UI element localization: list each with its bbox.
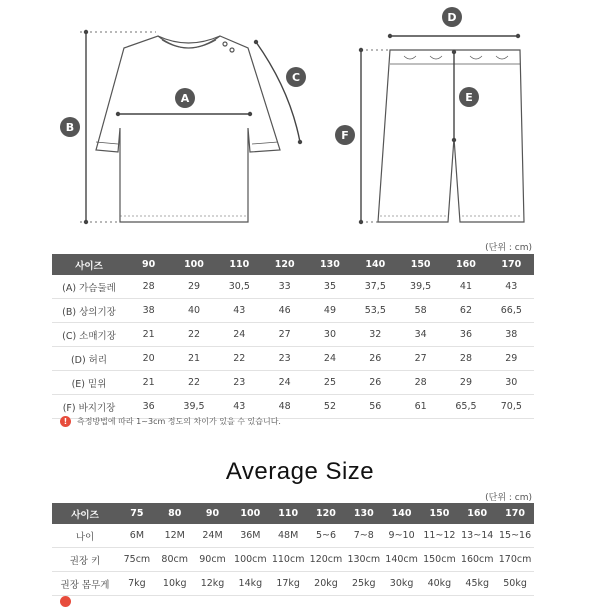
row-label: (C) 소매기장 (52, 323, 126, 347)
table-cell: 39,5 (398, 275, 443, 299)
table-cell: 110cm (269, 548, 307, 572)
table-cell: 45kg (458, 572, 496, 596)
svg-text:D: D (447, 11, 457, 24)
header-size-90: 90 (194, 503, 232, 524)
table-cell: 43 (217, 395, 262, 419)
table-cell: 36M (231, 524, 269, 548)
table-cell: 75cm (118, 548, 156, 572)
table-cell: 6M (118, 524, 156, 548)
table-cell: 36 (443, 323, 488, 347)
table-row (52, 371, 534, 395)
table-cell: 25 (307, 371, 352, 395)
table-cell: 27 (398, 347, 443, 371)
header-size-140: 140 (383, 503, 421, 524)
table-cell: 12kg (194, 572, 232, 596)
header-size-label: 사이즈 (52, 503, 118, 524)
svg-text:A: A (180, 92, 190, 105)
marker-d (442, 7, 462, 27)
table-cell: 52 (307, 395, 352, 419)
header-size-160: 160 (443, 254, 488, 275)
warning-icon (60, 596, 71, 607)
table-cell: 28 (443, 347, 488, 371)
table-cell: 36 (126, 395, 171, 419)
table-row (52, 275, 534, 299)
table-cell: 100cm (231, 548, 269, 572)
table-cell: 62 (443, 299, 488, 323)
table-cell: 13~14 (458, 524, 496, 548)
table-cell: 70,5 (489, 395, 534, 419)
header-size-100: 100 (171, 254, 216, 275)
table-cell: 43 (217, 299, 262, 323)
row-label: 권장 몸무게 (52, 572, 118, 596)
header-size-140: 140 (353, 254, 398, 275)
table-header-row (52, 503, 534, 524)
table-cell: 15~16 (496, 524, 534, 548)
table-cell: 22 (171, 323, 216, 347)
size-measurement-table (52, 254, 534, 419)
header-size-110: 110 (269, 503, 307, 524)
table-cell: 66,5 (489, 299, 534, 323)
header-size-label: 사이즈 (52, 254, 126, 275)
table-cell: 40 (171, 299, 216, 323)
table-cell: 120cm (307, 548, 345, 572)
measurement-diagram (0, 0, 600, 240)
header-size-120: 120 (262, 254, 307, 275)
table-cell: 30kg (383, 572, 421, 596)
header-size-150: 150 (398, 254, 443, 275)
header-size-130: 130 (345, 503, 383, 524)
table-row (52, 572, 534, 596)
table1-unit: (단위 : cm) (485, 243, 532, 253)
table-cell: 27 (262, 323, 307, 347)
marker-b (60, 117, 80, 137)
average-unit: (단위 : cm) (485, 493, 532, 503)
header-size-150: 150 (421, 503, 459, 524)
table-cell: 7~8 (345, 524, 383, 548)
table-cell: 34 (398, 323, 443, 347)
svg-text:F: F (341, 129, 349, 142)
table-cell: 28 (126, 275, 171, 299)
table-cell: 35 (307, 275, 352, 299)
header-size-80: 80 (156, 503, 194, 524)
table-cell: 24 (262, 371, 307, 395)
table-cell: 43 (489, 275, 534, 299)
svg-text:B: B (65, 121, 75, 134)
table-cell: 14kg (231, 572, 269, 596)
table-cell: 41 (443, 275, 488, 299)
header-size-160: 160 (458, 503, 496, 524)
table-cell: 48 (262, 395, 307, 419)
table-cell: 28 (398, 371, 443, 395)
table-cell: 10kg (156, 572, 194, 596)
table-cell: 160cm (458, 548, 496, 572)
table-cell: 29 (443, 371, 488, 395)
table-row (52, 299, 534, 323)
svg-text:E: E (465, 91, 473, 104)
table-cell: 65,5 (443, 395, 488, 419)
table-cell: 58 (398, 299, 443, 323)
marker-f (335, 125, 355, 145)
table-cell: 23 (217, 371, 262, 395)
row-label: (F) 바지기장 (52, 395, 126, 419)
table-cell: 29 (489, 347, 534, 371)
marker-c (286, 67, 306, 87)
header-size-170: 170 (489, 254, 534, 275)
table-cell: 30,5 (217, 275, 262, 299)
row-label: (D) 허리 (52, 347, 126, 371)
table-cell: 38 (126, 299, 171, 323)
header-size-130: 130 (307, 254, 352, 275)
table-cell: 53,5 (353, 299, 398, 323)
tshirt-illustration (96, 36, 280, 222)
table-cell: 22 (171, 371, 216, 395)
table-cell: 37,5 (353, 275, 398, 299)
marker-a (175, 88, 195, 108)
header-size-100: 100 (231, 503, 269, 524)
table-cell: 22 (217, 347, 262, 371)
table-cell: 90cm (194, 548, 232, 572)
table-cell: 38 (489, 323, 534, 347)
table-cell: 46 (262, 299, 307, 323)
table-cell: 5~6 (307, 524, 345, 548)
table-cell: 20 (126, 347, 171, 371)
table-cell: 12M (156, 524, 194, 548)
table-cell: 26 (353, 347, 398, 371)
table-cell: 29 (171, 275, 216, 299)
table-cell: 26 (353, 371, 398, 395)
table-cell: 24 (217, 323, 262, 347)
table-cell: 61 (398, 395, 443, 419)
header-size-120: 120 (307, 503, 345, 524)
table-cell: 25kg (345, 572, 383, 596)
table-header-row (52, 254, 534, 275)
measurement-note (60, 416, 281, 427)
average-size-title: Average Size (225, 458, 375, 485)
table-cell: 17kg (269, 572, 307, 596)
header-size-170: 170 (496, 503, 534, 524)
table-cell: 56 (353, 395, 398, 419)
header-size-110: 110 (217, 254, 262, 275)
warning-icon: ! (60, 416, 71, 427)
table-row (52, 395, 534, 419)
row-label: 나이 (52, 524, 118, 548)
table-cell: 140cm (383, 548, 421, 572)
table-cell: 49 (307, 299, 352, 323)
row-label: (E) 밑위 (52, 371, 126, 395)
table-cell: 30 (489, 371, 534, 395)
table-cell: 48M (269, 524, 307, 548)
table-cell: 30 (307, 323, 352, 347)
table-row (52, 548, 534, 572)
table-cell: 11~12 (421, 524, 459, 548)
header-size-75: 75 (118, 503, 156, 524)
table-row (52, 323, 534, 347)
table-cell: 80cm (156, 548, 194, 572)
table-cell: 23 (262, 347, 307, 371)
table-row (52, 347, 534, 371)
table-cell: 170cm (496, 548, 534, 572)
table-cell: 50kg (496, 572, 534, 596)
table-cell: 150cm (421, 548, 459, 572)
table-cell: 24 (307, 347, 352, 371)
table-cell: 39,5 (171, 395, 216, 419)
table-cell: 40kg (421, 572, 459, 596)
table-cell: 7kg (118, 572, 156, 596)
table-row (52, 524, 534, 548)
table-cell: 33 (262, 275, 307, 299)
average-size-table (52, 503, 534, 596)
row-label: (A) 가슴둘레 (52, 275, 126, 299)
table-cell: 24M (194, 524, 232, 548)
header-size-90: 90 (126, 254, 171, 275)
marker-e (459, 87, 479, 107)
table-cell: 9~10 (383, 524, 421, 548)
table-cell: 20kg (307, 572, 345, 596)
table-cell: 32 (353, 323, 398, 347)
table-cell: 130cm (345, 548, 383, 572)
note-text: 측정방법에 따라 1~3cm 정도의 차이가 있을 수 있습니다. (77, 417, 281, 426)
table-cell: 21 (126, 371, 171, 395)
table-cell: 21 (126, 323, 171, 347)
table-cell: 21 (171, 347, 216, 371)
row-label: 권장 키 (52, 548, 118, 572)
pants-illustration (378, 50, 524, 222)
row-label: (B) 상의기장 (52, 299, 126, 323)
svg-text:C: C (291, 71, 301, 84)
